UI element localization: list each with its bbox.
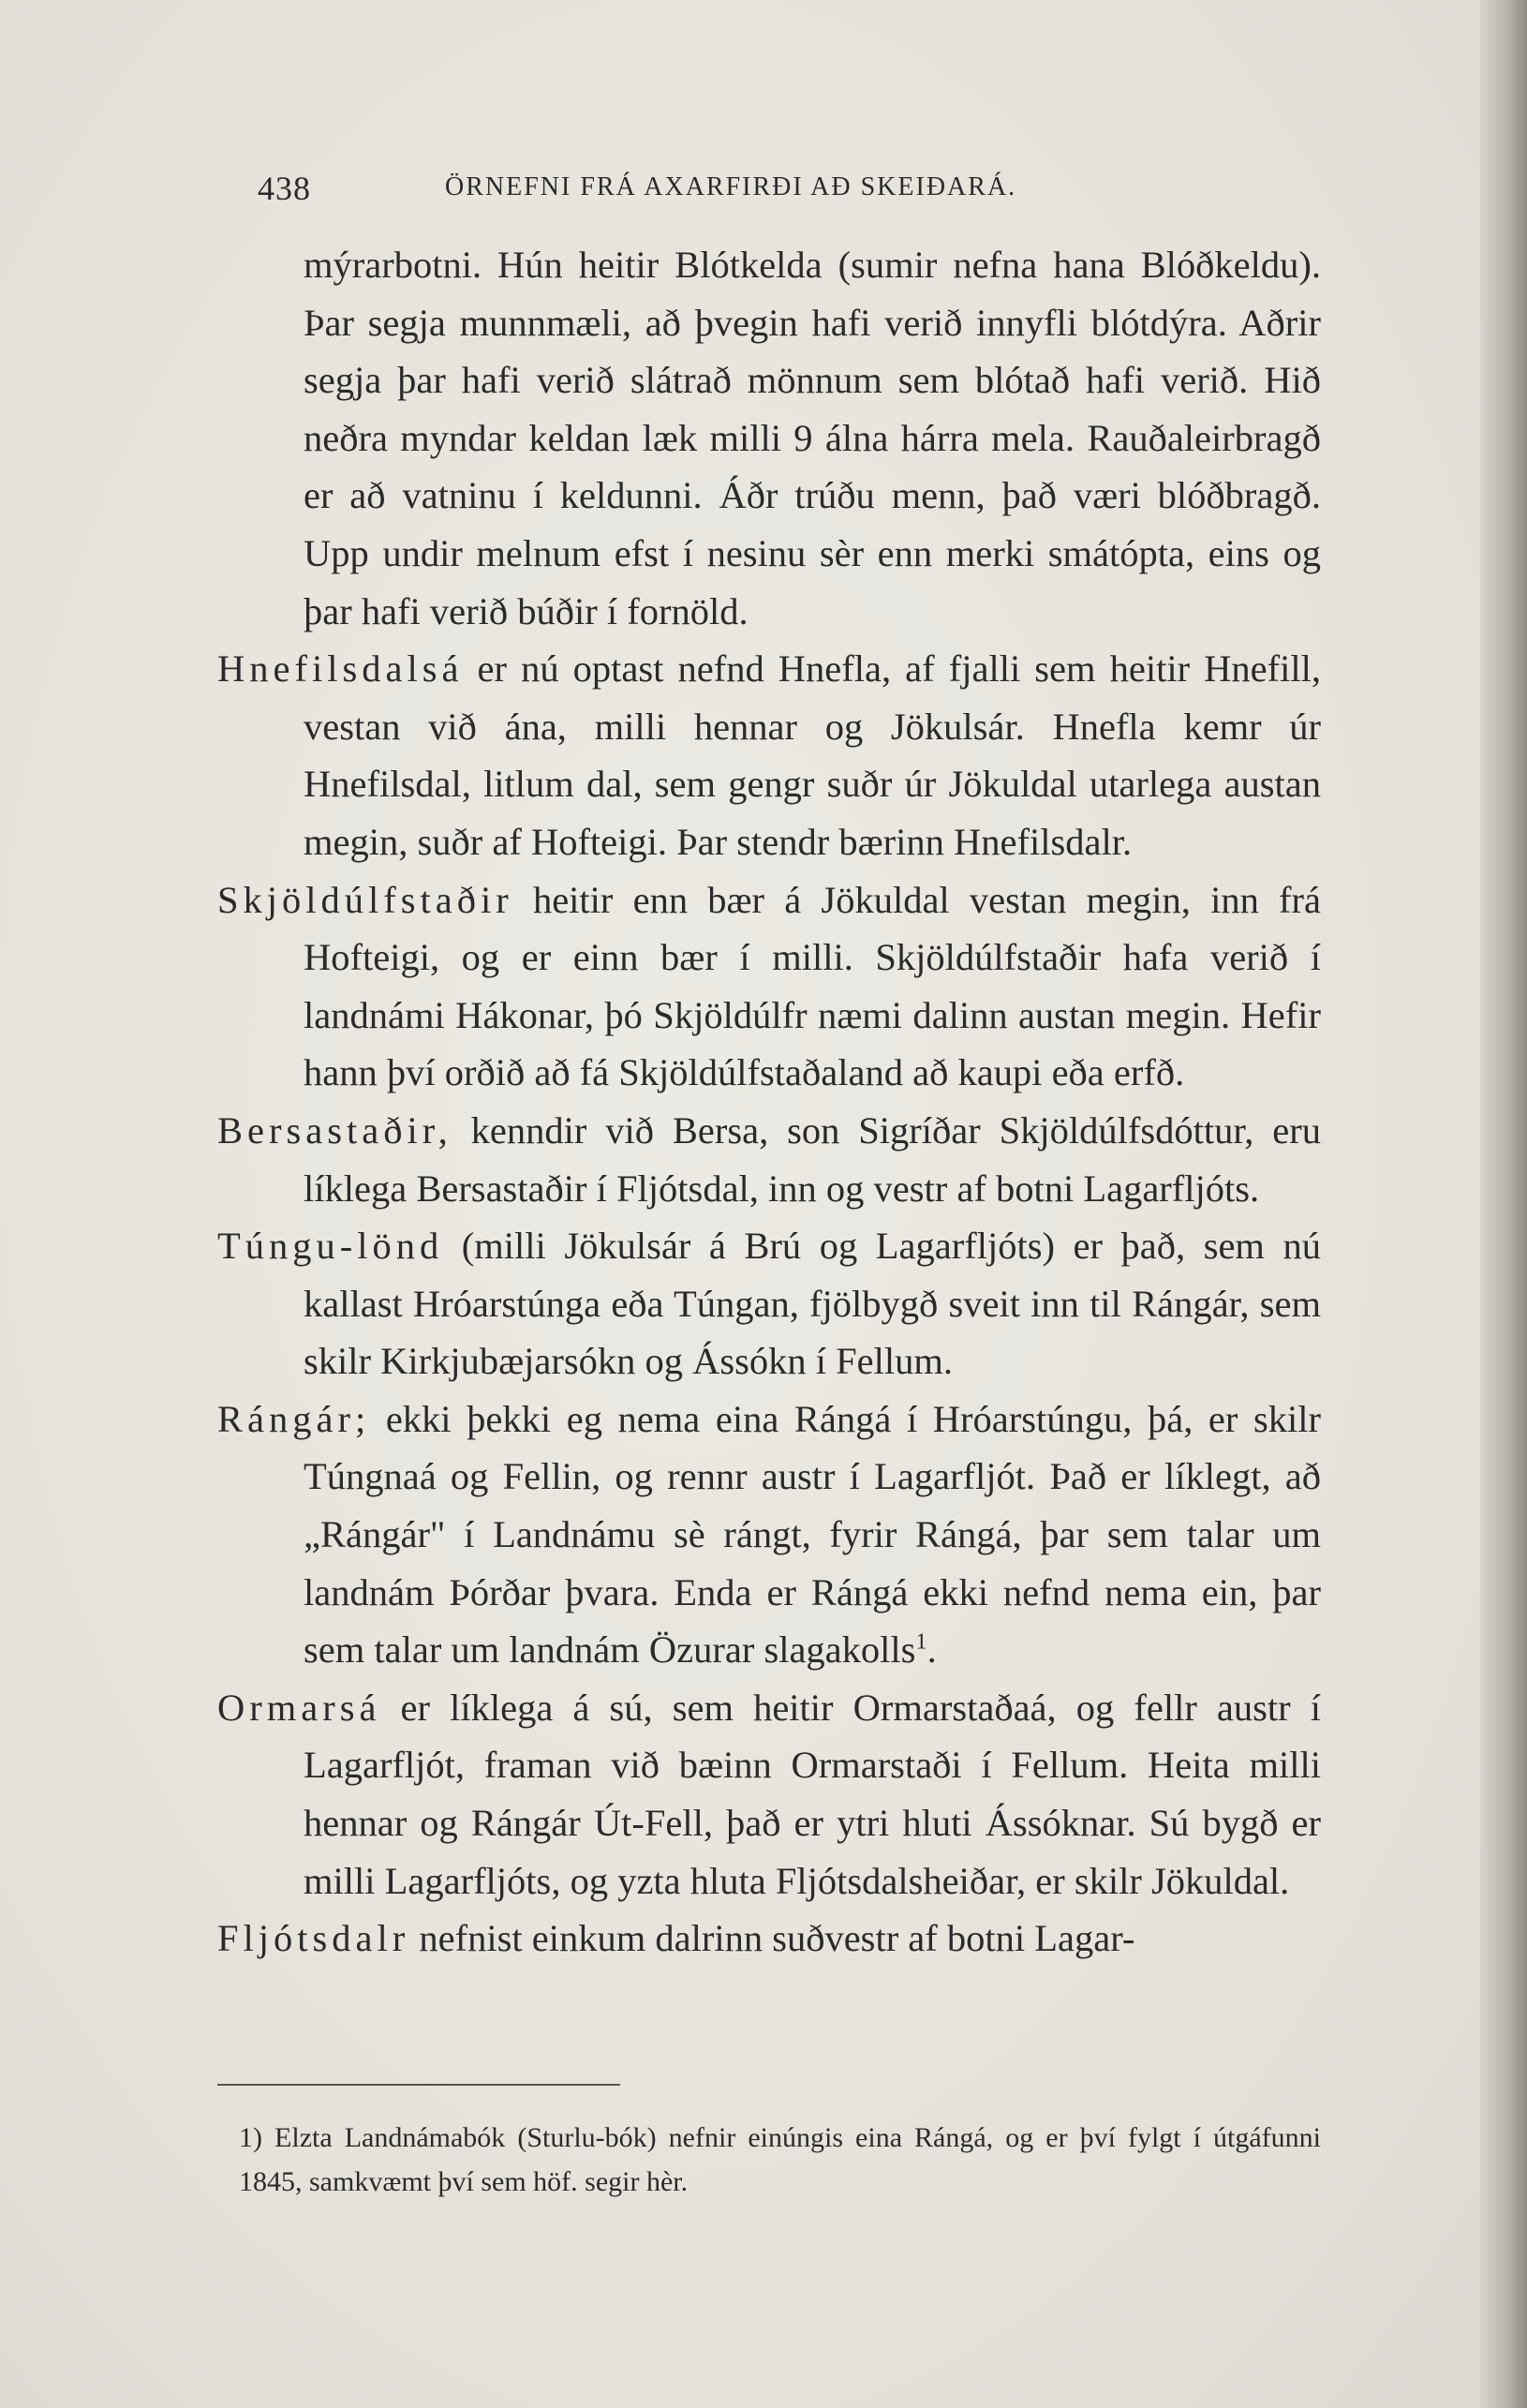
- footnote: [239, 2116, 1321, 2204]
- entry-headword: Bersastaðir,: [217, 1108, 452, 1152]
- entry-text: ekki þekki eg nema eina Rángá í Hróarstúngu, þá, er skilr Túngnaá og Fellin, og rennr austr í Lagarfljót. Það er líklegt, að „Rángár" í Landnámu sè rángt, fyrir Rángá, þar sem talar um landnám Þórðar þvara. Enda er Rángá ekki nefnd nema ein, þar sem talar um landnám Özurar slagakolls: [304, 1397, 1321, 1672]
- entry-text: kenndir við Bersa, son Sigríðar Skjöldúlfsdóttur, eru líklega Bersastaðir í Fljótsdal, inn og vestr af botni Lagarfljóts.: [304, 1108, 1321, 1210]
- footnote-divider: [217, 2084, 620, 2086]
- entry-headword: Skjöldúlfstaðir: [217, 878, 513, 921]
- entry-bersastadir: [217, 1102, 1321, 1217]
- entry-headword: Rángár;: [217, 1397, 371, 1440]
- entry-text: er líklega á sú, sem heitir Ormarstaðaá, og fellr austr í Lagarfljót, framan við bæinn Ormarstaði í Fellum. Heita milli hennar og Rángár Út-Fell, það er ytri hluti Ássóknar. Sú bygð er milli Lagarfljóts, og yzta hluta Fljótsdalsheiðar, er skilr Jökuldal.: [304, 1686, 1321, 1902]
- page-header: [258, 169, 1382, 216]
- entry-text: (milli Jökulsár á Brú og Lagarfljóts) er það, sem nú kallast Hróarstúnga eða Túngan, fjölbygð sveit inn til Rángár, sem skilr Kirkjubæjarsókn og Ássókn í Fellum.: [304, 1225, 1321, 1383]
- entry-headword: Hnefilsdalsá: [217, 647, 464, 691]
- footnote-marker: 1): [239, 2122, 262, 2153]
- entry-ormarsa: [217, 1679, 1321, 1910]
- page-number: 438: [258, 170, 311, 207]
- entry-headword: Túngu-lönd: [217, 1225, 444, 1268]
- footnote-reference[interactable]: 1: [915, 1628, 927, 1655]
- entry-fljotsdalr: [217, 1910, 1321, 1968]
- footnote-text: Elzta Landnámabók (Sturlu-bók) nefnir einúngis eina Rángá, og er því fylgt í útgáfunni 1845, samkvæmt því sem höf. segir hèr.: [239, 2122, 1321, 2197]
- entry-text: er nú optast nefnd Hnefla, af fjalli sem heitir Hnefill, vestan við ána, milli hennar og Jökulsár. Hnefla kemr úr Hnefilsdal, litlum dal, sem gengr suðr úr Jökuldal utarlega austan megin, suðr af Hofteigi. Þar stendr bærinn Hnefilsdalr.: [304, 647, 1321, 863]
- entry-headword: Ormarsá: [217, 1686, 381, 1729]
- entry-tungu-lond: [217, 1217, 1321, 1390]
- entry-skjoldulfstadir: [217, 871, 1321, 1102]
- continuation-paragraph: mýrarbotni. Hún heitir Blótkelda (sumir nefna hana Blóðkeldu). Þar segja munnmæli, að þvegin hafi verið innyfli blótdýra. Aðrir segja þar hafi verið slátrað mönnum sem blótað hafi verið. Hið neðra myndar keldan læk milli 9 álna hárra mela. Rauðaleirbragð er að vatninu í keldunni. Áðr trúðu menn, það væri blóðbragð. Upp undir melnum efst í nesinu sèr enn merki smátópta, eins og þar hafi verið búðir í fornöld.: [304, 244, 1321, 632]
- entry-rangar: [217, 1390, 1321, 1679]
- book-spine-shadow: [1480, 0, 1527, 2408]
- running-title: ÖRNEFNI FRÁ AXARFIRÐI AÐ SKEIÐARÁ.: [445, 172, 1017, 201]
- entry-text: heitir enn bær á Jökuldal vestan megin, inn frá Hofteigi, og er einn bær í milli. Skjöldúlfstaðir hafa verið í landnámi Hákonar, þó Skjöldúlfr næmi dalinn austan megin. Hefir hann því orðið að fá Skjöldúlfstaðaland að kaupi eða erfð.: [304, 878, 1321, 1094]
- entry-text-tail: .: [927, 1628, 937, 1672]
- entry-text: nefnist einkum dalrinn suðvestr af botni Lagar-: [409, 1917, 1135, 1960]
- body-text: [217, 236, 1321, 1968]
- entry-hnefilsdalsa: [217, 640, 1321, 870]
- entry-headword: Fljótsdalr: [217, 1917, 410, 1960]
